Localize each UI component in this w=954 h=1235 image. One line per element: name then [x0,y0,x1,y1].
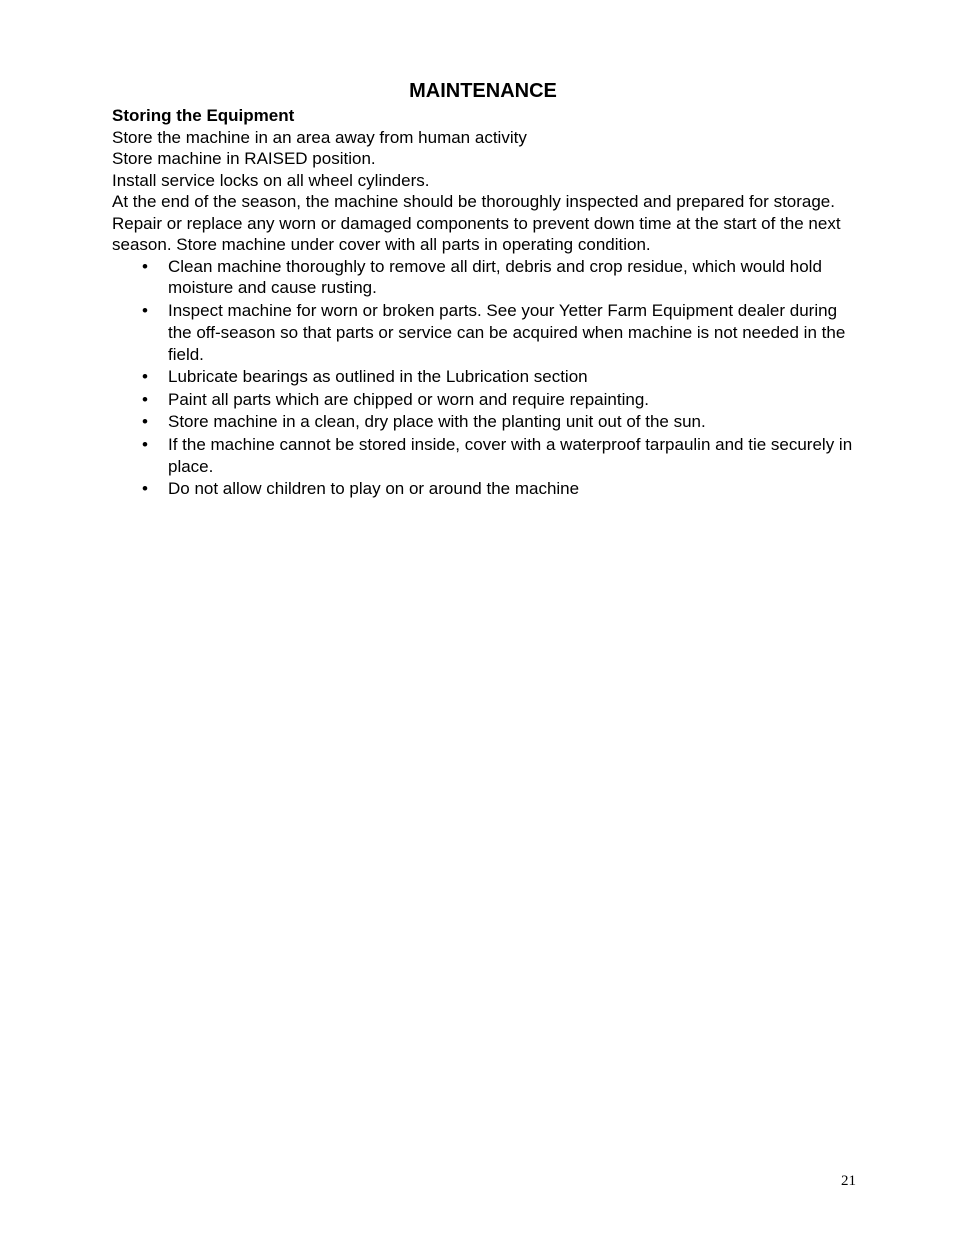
bullet-icon: • [142,300,148,320]
bullet-icon: • [142,479,148,499]
document-page [112,78,860,501]
list-item-text: Clean machine thoroughly to remove all dirt, debris and crop residue, which would hold moisture and cause rusting. [168,256,822,298]
section-heading: Storing the Equipment [112,106,295,125]
list-item [112,256,860,300]
season-end-paragraph: At the end of the season, the machine should be thoroughly inspected and prepared for storage. Repair or replace any worn or damaged components to prevent down time at the start of the next season. Store machine under cover with all parts in operating condition. [112,192,841,254]
bullet-icon: • [142,389,148,409]
bullet-icon: • [142,412,148,432]
list-item [112,434,860,478]
page-number: 21 [841,1173,856,1189]
list-item [112,389,860,411]
storage-checklist [112,256,860,501]
bullet-icon: • [142,367,148,387]
list-item-text: Lubricate bearings as outlined in the Lubrication section [168,367,588,387]
storage-instruction-line: Store machine in RAISED position. [112,149,376,168]
list-item [112,366,860,388]
page-title: MAINTENANCE [409,80,557,102]
storage-instruction-line: Store the machine in an area away from human activity [112,127,527,147]
list-item-text: Inspect machine for worn or broken parts. See your Yetter Farm Equipment dealer during the off-season so that parts or service can be acquired when machine is not needed in the field. [168,300,846,364]
list-item-text: If the machine cannot be stored inside, cover with a waterproof tarpaulin and tie securely in place. [168,434,853,476]
list-item-text: Store machine in a clean, dry place with the planting unit out of the sun. [168,412,706,432]
bullet-icon: • [142,434,148,454]
list-item [112,478,860,500]
bullet-icon: • [142,256,148,276]
storage-instruction-line: Install service locks on all wheel cylinders. [112,170,430,190]
list-item [112,300,860,366]
list-item [112,411,860,433]
list-item-text: Paint all parts which are chipped or worn and require repainting. [168,389,649,409]
list-item-text: Do not allow children to play on or around the machine [168,479,580,499]
